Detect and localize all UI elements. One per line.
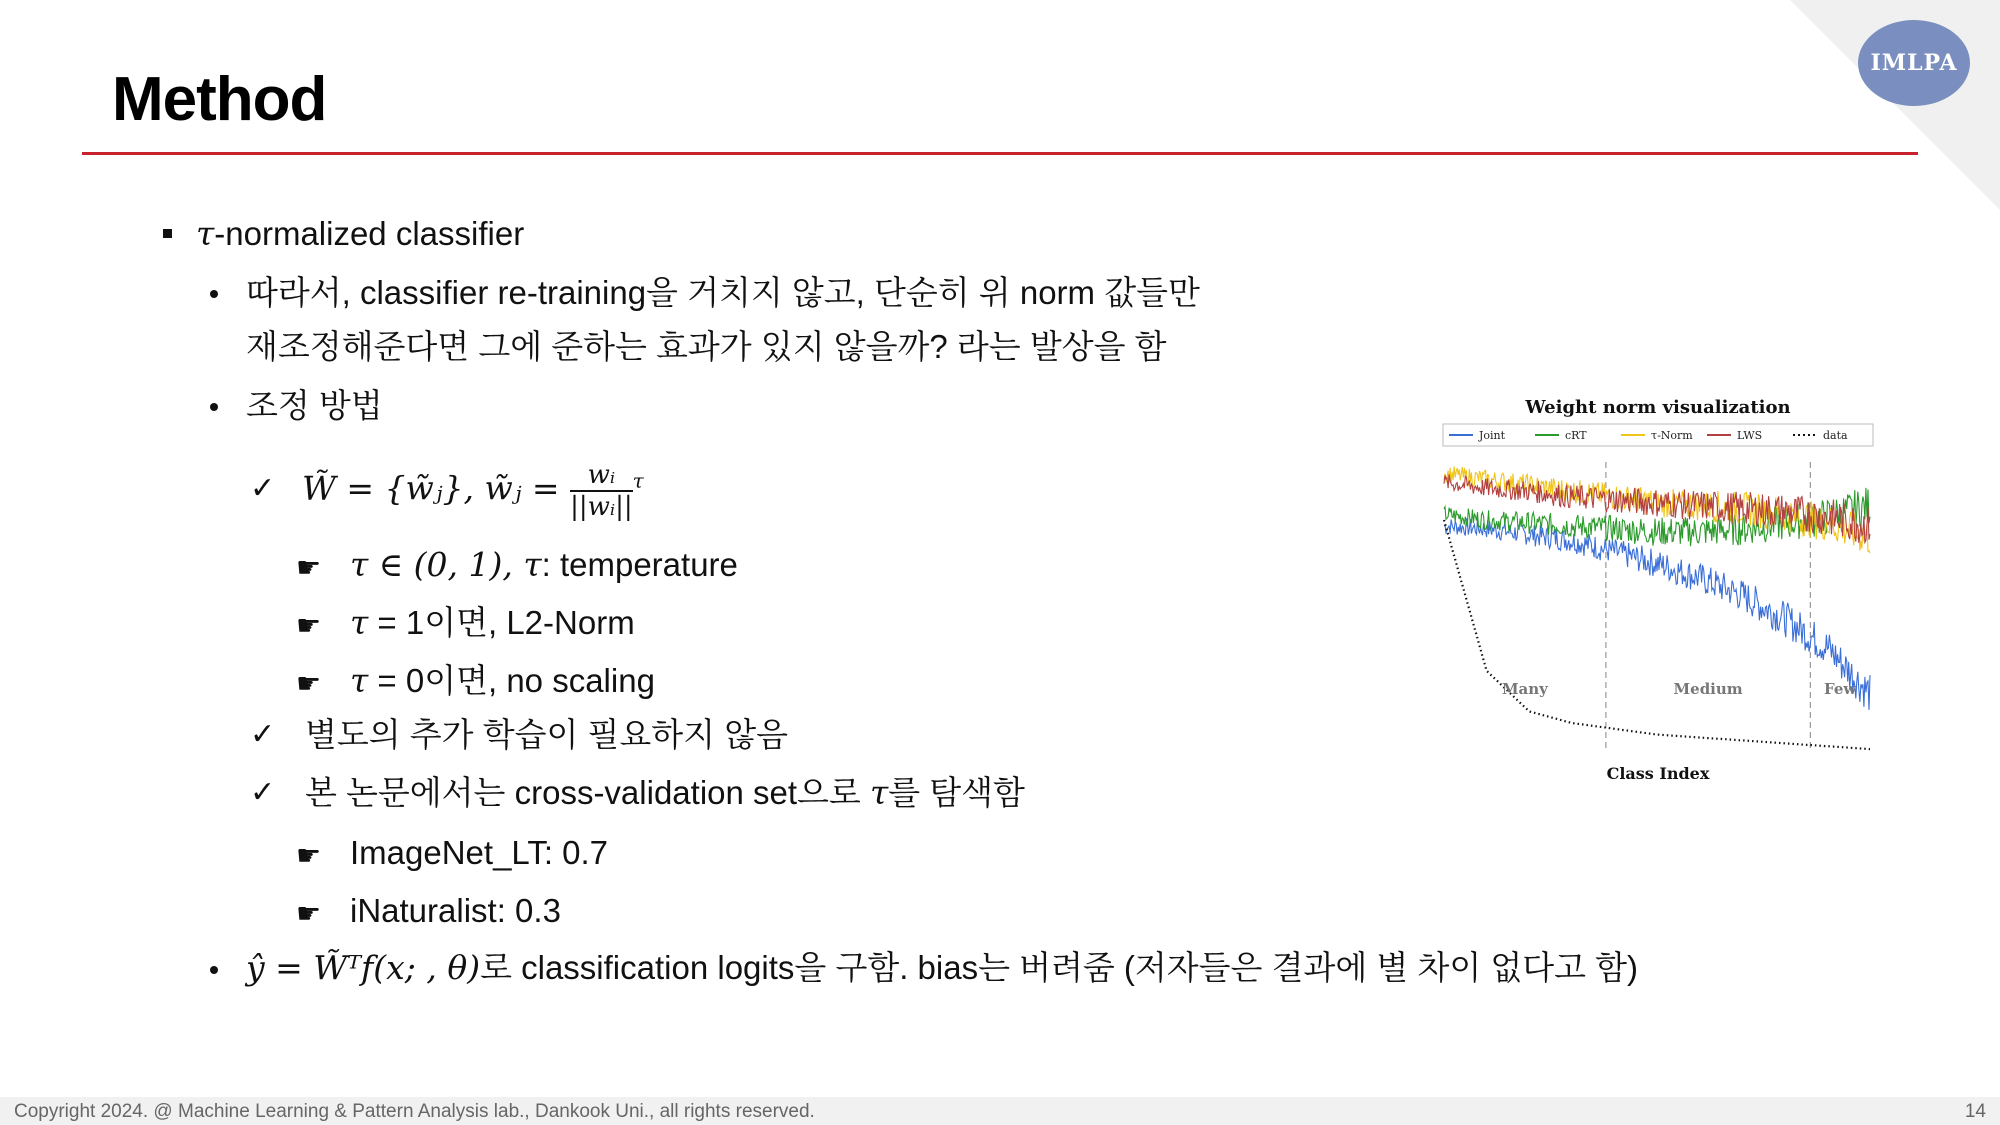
no-extra-training-line: 별도의 추가 학습이 필요하지 않음 [305,716,788,753]
region-labels [1502,680,1857,698]
legend-label-norm: τ-Norm [1651,429,1693,442]
weight-norm-chart [1440,392,1880,792]
chart-plot-area [1444,466,1870,749]
formula-normalized-weights: W̃ = {w̃ⱼ}, w̃ⱼ = $\frac{\text{wᵢ}}{\text{||wᵢ||}}$ $^\tau$ [302,460,644,522]
legend-label-lws: LWS [1737,429,1763,442]
pointing-hand-icon: ☛ [296,839,322,872]
tau-one-line: τ = 1이면, L2-Norm [350,603,635,642]
round-bullet [210,290,218,298]
inaturalist-value-line: iNaturalist: 0.3 [350,892,561,929]
chart-xlabel: Class Index [1606,764,1710,783]
formula-fraction: $\frac{\text{wᵢ}}{\text{||wᵢ||}}$ [570,460,633,522]
legend-label-crt: cRT [1565,429,1587,442]
bullet-idea-line2: 재조정해준다면 그에 준하는 효과가 있지 않을까? 라는 발상을 함 [246,328,1167,365]
cross-validation-line: 본 논문에서는 cross-validation set으로 τ를 탐색함 [305,773,1025,812]
bullet-idea-line1: 따라서, classifier re-training을 거치지 않고, 단순히 위 norm 값들만 [246,274,1200,311]
imagenet-value-line: ImageNet_LT: 0.7 [350,834,609,871]
series-line-data [1444,520,1870,749]
square-bullet [163,229,172,238]
pointing-hand-icon: ☛ [296,551,322,584]
chart-title: Weight norm visualization [1525,397,1791,418]
check-icon: ✓ [250,717,276,752]
bullet-adjust-method: 조정 방법 [246,387,383,424]
page-number: 14 [1964,1101,1986,1122]
region-label-medium: Medium [1673,680,1743,698]
lab-logo: IMLPA [1858,20,1970,106]
pointing-hand-icon: ☛ [296,897,322,930]
check-icon: ✓ [250,775,276,810]
slide-title: Method [112,65,327,134]
pointing-hand-icon: ☛ [296,667,322,700]
tau-zero-line: τ = 0이면, no scaling [350,661,655,700]
tau-range-line: τ ∈ (0, 1), τ: temperature [350,545,738,584]
legend-label-joint: Joint [1479,429,1506,442]
region-label-many: Many [1501,680,1548,698]
round-bullet [210,966,218,974]
title-divider [82,152,1918,155]
logits-line: ŷ = W̃ᵀf(x; , θ)로 classification logits을 구함. bias는 버려줌 (저자들은 결과에 별 차이 없다고 함) [246,948,1639,987]
copyright-text: Copyright 2024. @ Machine Learning & Pattern Analysis lab., Dankook Uni., all rights reserved. [14,1101,815,1122]
check-icon: ✓ [250,471,276,506]
round-bullet [210,403,218,411]
region-label-few: Few [1824,680,1857,698]
series-line-crt [1444,488,1870,546]
heading-tau-normalized: τ-normalized classifier [196,214,525,253]
legend-label-data: data [1823,429,1848,442]
pointing-hand-icon: ☛ [296,609,322,642]
